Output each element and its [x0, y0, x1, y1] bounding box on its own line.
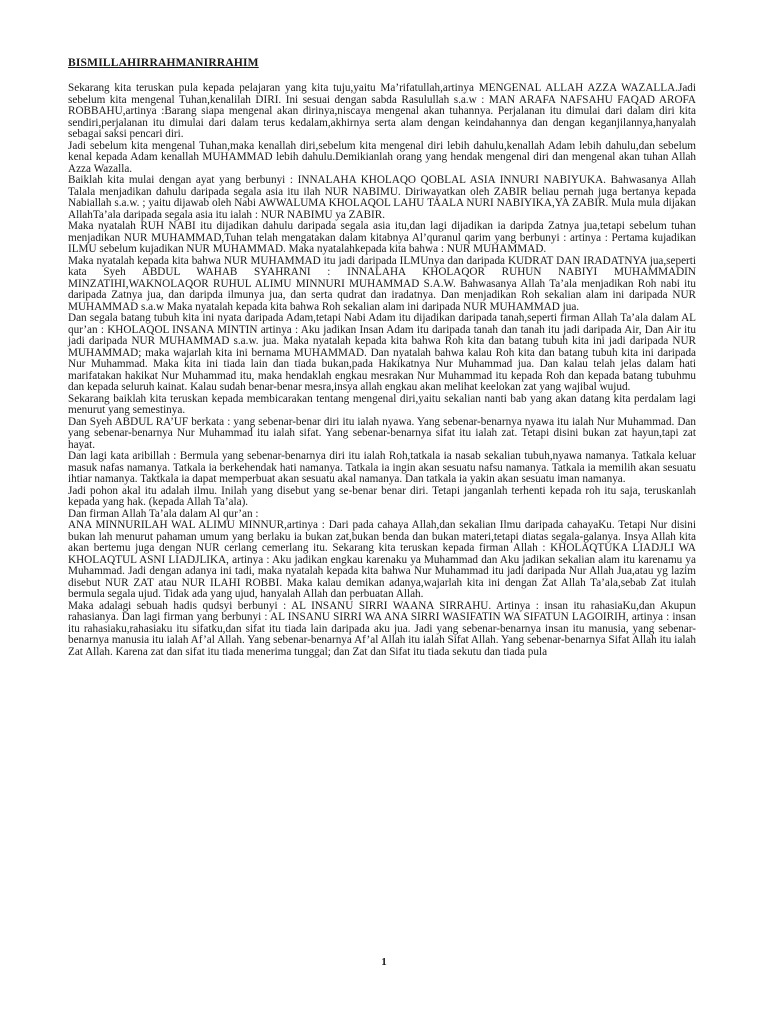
document-title: BISMILLAHIRRAHMANIRRAHIM [68, 57, 259, 69]
paragraph: Maka nyatalah RUH NABI itu dijadikan dahulu daripada segala asia itu,dan lagi dijadikan ia daripda Zatnya jua,tetapi sebelum tuhan menjadikan NUR MUHAMMAD,Tuhan telah mengatakan dalam kitabnya Al’quranul qarim yang berbunyi : artinya : Pertama kujadikan ILMU sebelum kujadikan NUR MUHAMMAD. Maka nyatalahkepada kita bahwa : NUR MUHAMMAD. [68, 220, 696, 255]
paragraph: Sekarang kita teruskan pula kepada pelajaran yang kita tuju,yaitu Ma’rifatullah,artinya MENGENAL ALLAH AZZA WAZALLA.Jadi sebelum kita mengenal Tuhan,kenalilah DIRI. Ini sesuai dengan sabda Rasulullah s.a.w : MAN ARAFA NAFSAHU FAQAD AROFA ROBBAHU,artinya :Barang siapa mengenal akan dirinya,niscaya mengenal akan tuhannya. Perjalanan itu dimulai dari dalam diri kita sendiri,perjalanan itu dimulai dari dalam terus kedalam,akhirnya serta alam dengan keindahannya dan dengan keganjilannya,hanyalah sebagai saksi pencari diri. [68, 82, 696, 140]
paragraph: Maka adalagi sebuah hadis qudsyi berbunyi : AL INSANU SIRRI WAANA SIRRAHU. Artinya : insan itu rahasiaKu,dan Akupun rahasianya. Dan lagi firman yang berbunyi : AL INSANU SIRRI WA ANA SIRRI WASIFATIN WA SIFATUN LAGOIRIH, artinya : insan itu rahasiaku,rahasiaku itu sifatku,dan sifat itu tiada lain daripada aku jua. Jadi yang sebenar-benarnya insan itu manusia, yang sebenar-benarnya manusia itu ialah Af’al Allah. Yang sebenar-benarnya Af’al Allah itu ialah Sifat Allah. Yang sebenar-benarnya Sifat Allah itu ialah Zat Allah. Karena zat dan sifat itu tiada menerima tunggal; dan Zat dan Sifat itu tiada sekutu dan tiada pula [68, 599, 696, 658]
paragraph: Sekarang baiklah kita teruskan kepada membicarakan tentang mengenal diri,yaitu sekalian nanti bab yang akan datang kita perdalam lagi menurut yang semestinya. [68, 392, 696, 416]
paragraph: ANA MINNURILAH WAL ALIMU MINNUR,artinya : Dari pada cahaya Allah,dan sekalian Ilmu daripada cahayaKu. Tetapi Nur disini bukan lah menurut pahaman umum yang berlaku ia bukan zat,bukan benda dan bukan materi,tetapi diatas segala-galanya. Insya Allah kita akan bertemu juga dengan NUR cerlang cemerlang itu. Sekarang kita teruskan kepada firman Allah : KHOLAQTUKA LIADJLI WA KHOLAQTUL ASNI LIADJLIKA, artinya : Aku jadikan engkau karenaku ya Muhammad dan Aku jadikan sekalian alam itu karenamu ya Muhammad. Jadi dengan adanya ini tadi, maka nyatalah kepada kita bahwa Nur Muhammad itu jadi daripada Nur Allah Jua,atau yg lazim disebut NUR ZAT atau NUR ILAHI ROBBI. Maka kalau demikan adanya,wajarlah kita ini dengan Zat Allah Ta’ala,sebab Zat itulah bermula segala ujud. Tidak ada yang ujud, hanyalah Allah dan perbuatan Allah. [68, 519, 696, 600]
document-body [68, 56, 696, 658]
paragraph: Jadi sebelum kita mengenal Tuhan,maka kenallah diri,sebelum kita mengenal diri lebih dahulu,kenallah Adam lebih dahulu,dan sebelum kenal kepada Adam kenallah MUHAMMAD lebih dahulu.Demikianlah orang yang hendak mengenal diri dan mengenal akan tuhan Allah Azza Wazalla. [68, 139, 696, 175]
paragraph: Dan segala batang tubuh kita ini nyata daripada Adam,tetapi Nabi Adam itu dijadikan daripada tanah,seperti firman Allah Ta’ala dalam AL qur’an : KHOLAQOL INSANA MINTIN artinya : Aku jadikan Insan Adam itu daripada tanah dan tanah itu jadi daripada Air, Dan Air itu jadi daripada NUR MUHAMMAD s.a.w. jua. Maka nyatalah kepada kita bahwa Roh kita dan batang tubuh kita ini jadi daripada NUR MUHAMMAD; maka wajarlah kita ini bernama MUHAMMAD. Dan nyatalah bahwa kalau Roh kita dan batang tubuh kita ini daripada Nur Muhammad. Maka kita ini tiada lain dan tiada bukan,pada Hakikatnya Nur Muhammad jua. Dan kalau telah jelas dalam hati marifatakan hakikat Nur Muhammad itu, maka hendaklah engkau mesrakan Nur Muhammad itu kepada Roh dan kepada batang tubuhmu dan kepada seluruh kainat. Kalau sudah benar-benar mesra,insya allah engkau akan melihat keelokan zat yang wajibal wujud. [68, 312, 696, 393]
page-number: 1 [381, 956, 387, 968]
paragraph: Dan Syeh ABDUL RA’UF berkata : yang sebenar-benar diri itu ialah nyawa. Yang sebenar-benarnya nyawa itu ialah Nur Muhammad. Dan yang sebenar-benarnya Nur Muhammad itu ialah sifat. Yang sebenar-benarnya sifat itu ialah zat. Tetapi disini bukan zat hayun,tapi zat hayat. [68, 415, 696, 451]
paragraph: Dan lagi kata aribillah : Bermula yang sebenar-benarnya diri itu ialah Roh,tatkala ia nasab sekalian tubuh,nyawa namanya. Tatkala keluar masuk nafas namanya. Tatkala ia berkehendak hati namanya. Tatkala ia ingin akan sesuatu nafsu namanya. Tatkala ia memilih akan sesuatu ihtiar namanya. Taktkala ia dapat memperbuat akan sesuatu akal namanya. Dan tatkala ia yakin akan sesuatu iman namanya. [68, 450, 696, 485]
paragraph: Maka nyatalah kepada kita bahwa NUR MUHAMMAD itu jadi daripada ILMUnya dan daripada KUDRAT DAN IRADATNYA jua,seperti kata Syeh ABDUL WAHAB SYAHRANI : INNALAHA KHOLAQOR RUHUN NABIYI MUHAMMADIN MINZATIHI,WAKNOLAQOR RUHUL ALIMU MINNURI MUHAMMAD S.A.W. Bahwasanya Allah Ta’ala menjadikan Roh nabi itu daripada Zatnya jua, dan daripda ilmunya jua, dan serta qudrat dan iradatnya. Dan menjadikan Roh sekalian alam ini daripada NUR MUHAMMAD s.a.w Maka nyatalah kepada kita bahwa Roh sekalian alam ini daripada NUR MUHAMMAD jua. [68, 254, 696, 313]
paragraph: Baiklah kita mulai dengan ayat yang berbunyi : INNALAHA KHOLAQO QOBLAL ASIA INNURI NABIYUKA. Bahwasanya Allah Talala menjadikan dahulu daripada segala asia itu ilah NUR NABIMU. Diriwayatkan oleh ZABIR beliau pernah juga bertanya kepada Nabiallah s.a.w. ; yaitu dijawab oleh Nabi AWWALUMA KHOLAQOL LAHU TAALA NURI NABIYIKA,YA ZABIR. Mula mula dijakan AllahTa’ala daripada segala asia itu ialah : NUR NABIMU ya ZABIR. [68, 174, 696, 221]
paragraph: Jadi pohon akal itu adalah ilmu. Inilah yang disebut yang se-benar benar diri. Tetapi janganlah terhenti kepada roh itu saja, teruskanlah kepada yang hak. (kepada Allah Ta’ala). [68, 484, 696, 508]
paragraph: Dan firman Allah Ta’ala dalam Al qur’an : [68, 507, 259, 520]
